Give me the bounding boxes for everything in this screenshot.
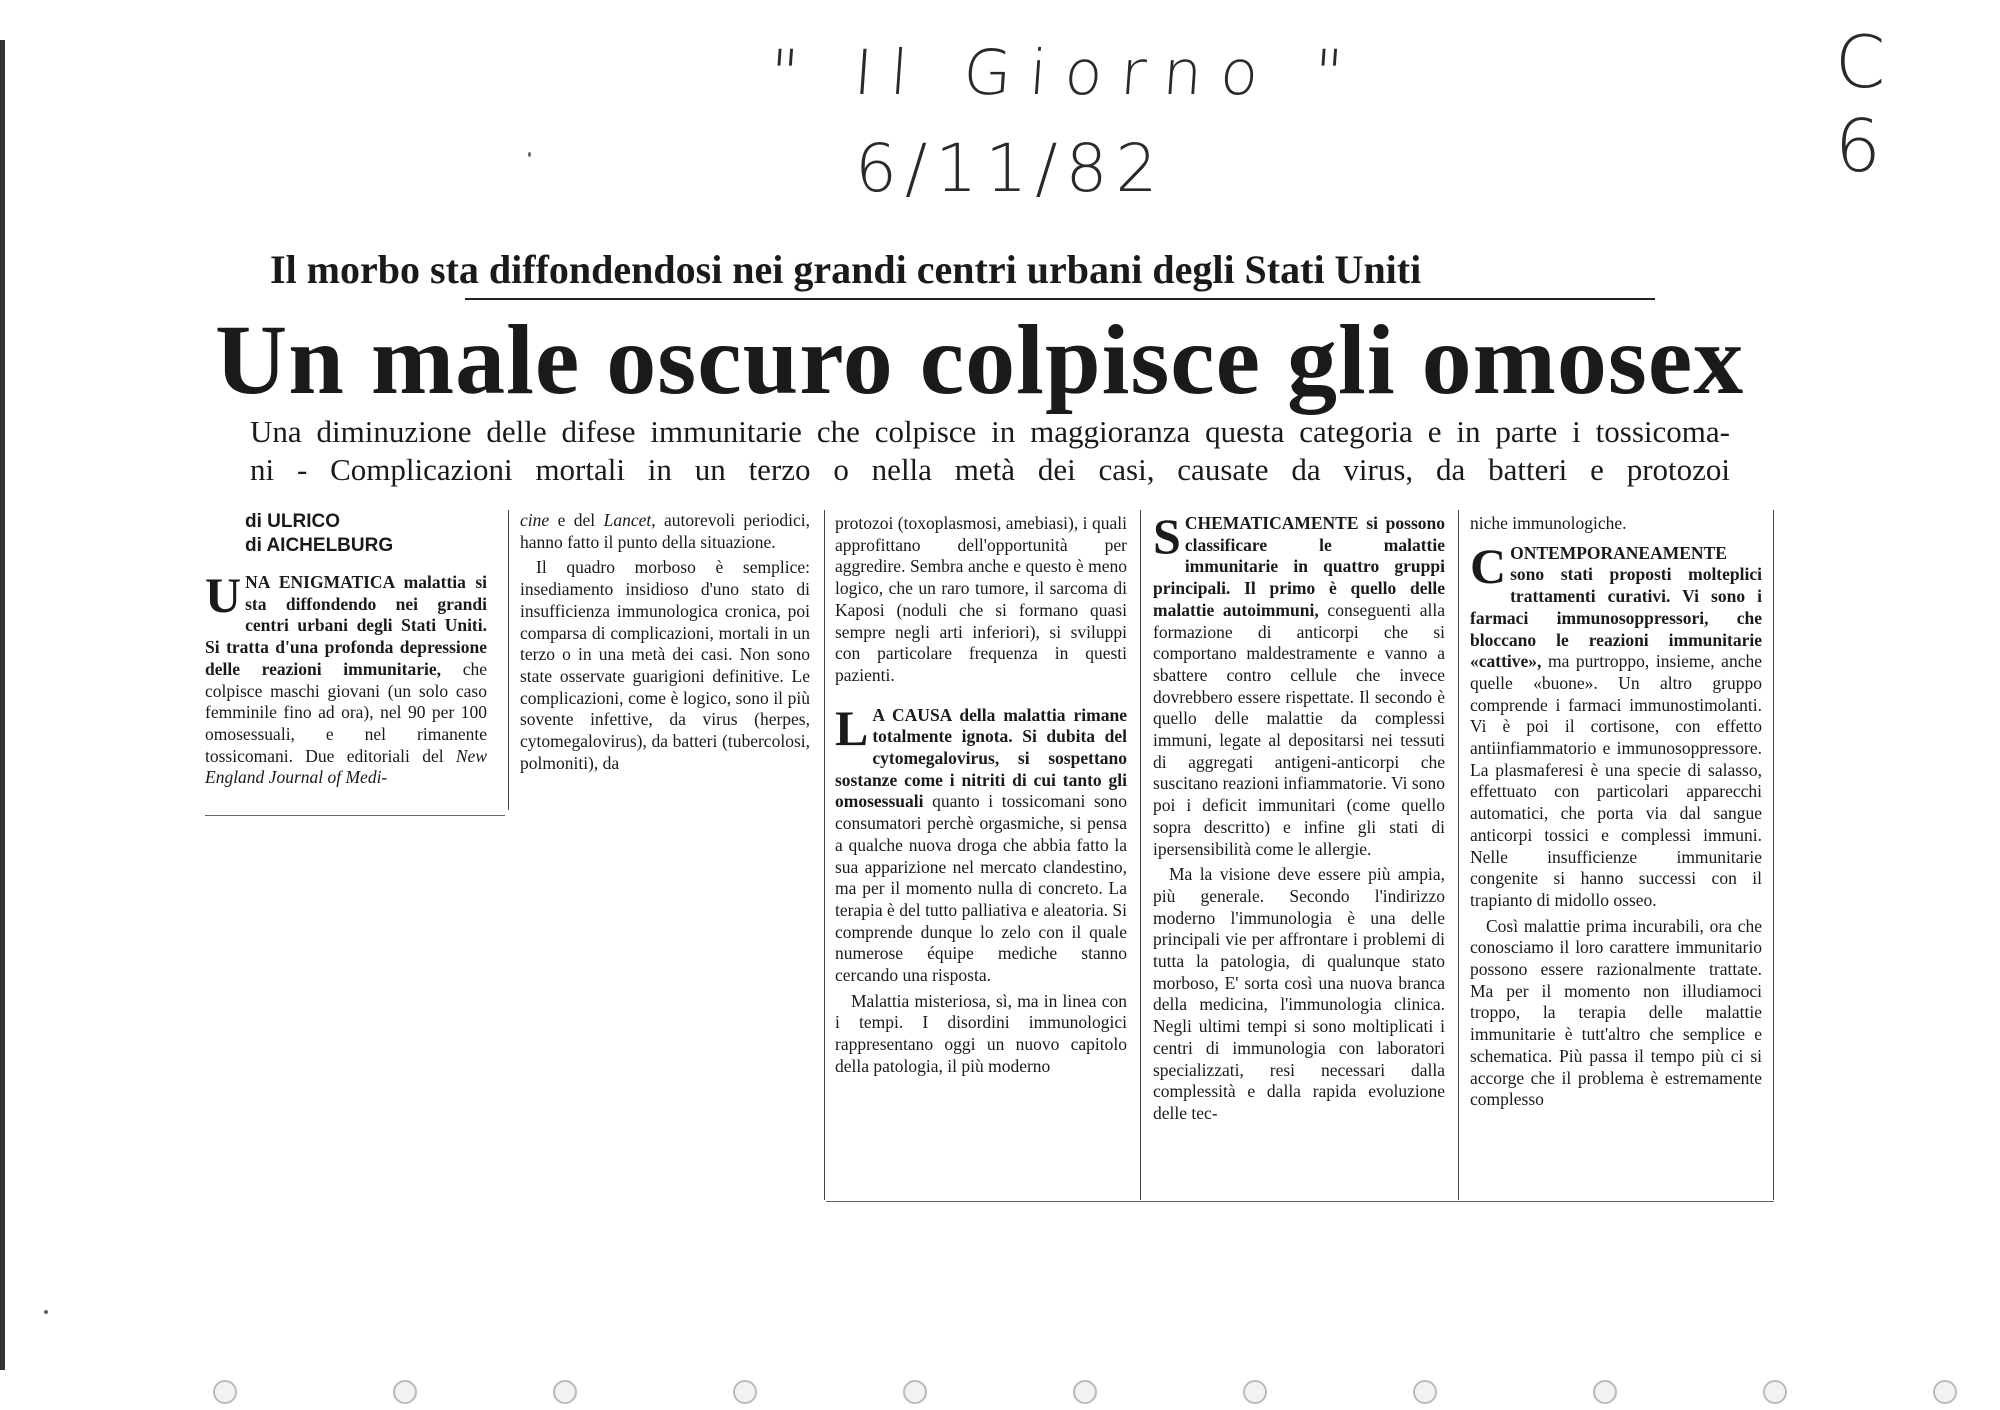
body-text: che colpisce maschi giovani (un solo caso femminile fino ad ora), nel 90 per 100 omosessuali, e nel rimanente tossicomani. Due editoriali del	[205, 658, 487, 766]
scan-edge-bar	[0, 40, 5, 1370]
lead-bold-text: CHEMATICAMENTE si possono classificare le malattie immunitarie in quattro gruppi principali. Il primo è quello delle malattie autoimmuni,	[1153, 513, 1445, 620]
lead-bold-text: A CAUSA della malattia rimane totalmente ignota. Si dubita del cytomegalovirus, si sospettano sostanze come i nitriti di cui tanto gli omosessuali	[835, 704, 1127, 812]
binder-hole	[1073, 1380, 1097, 1404]
column-1-paragraph	[205, 567, 487, 789]
column-3-paragraph-2	[835, 699, 1127, 987]
binder-hole	[1593, 1380, 1617, 1404]
binder-hole	[213, 1380, 237, 1404]
summary-line-2: ni - Complicazioni mortali in un terzo o nella metà dei casi, causate da virus, da batteri e protozoi	[250, 452, 1730, 487]
binder-hole	[733, 1380, 757, 1404]
binder-hole	[1933, 1380, 1957, 1404]
column-4-paragraph-1	[1153, 508, 1445, 860]
binder-hole	[1243, 1380, 1267, 1404]
binder-hole	[553, 1380, 577, 1404]
binder-hole	[1763, 1380, 1787, 1404]
column-5-paragraph-2: Così malattie prima incurabili, ora che conosciamo il loro carattere immunitario possono essere razionalmente trattate. Ma per il momento non illudiamoci troppo, la terapia delle malattie immunitarie è tutt'altro che semplice e schematica. Più passa il tempo più ci si accorge che il problema è estremamente complesso	[1470, 915, 1762, 1110]
kicker-underline	[465, 298, 1655, 300]
column-2-paragraph-1	[520, 510, 810, 553]
column-5-paragraph-1	[1470, 537, 1762, 912]
column-rule-3	[1140, 510, 1141, 1200]
body-text: , autorevoli periodici, hanno fatto il punto della situazione.	[520, 510, 810, 552]
byline	[205, 510, 487, 558]
column-rule-1	[508, 510, 509, 810]
journal-name-end: cine	[520, 510, 550, 530]
handwritten-source: " Il Giorno "	[767, 36, 1364, 109]
article-column-3	[835, 513, 1127, 1078]
drop-cap: S	[1153, 508, 1181, 564]
article-column-2	[520, 510, 810, 774]
column-end-rule	[205, 815, 505, 816]
byline-line-2: di AICHELBURG	[245, 535, 394, 556]
article-bottom-rule	[826, 1201, 1774, 1202]
column-rule-5	[1773, 510, 1774, 1200]
byline-line-1: di ULRICO	[245, 511, 340, 532]
column-3-paragraph-3: Malattia misteriosa, sì, ma in linea con i tempi. I disordini immunologici rappresentano oggi un nuovo capitolo della patologia, il più moderno	[835, 990, 1127, 1076]
body-text: conseguenti alla formazione di anticorpi che si comportano maldestramente e vanno a sbattere contro cellule che invece dovrebbero essere rispettate. Il secondo è quello delle malattie da complessi immuni, legate al depositarsi nei tessuti di aggregati antigeni-anticorpi che suscitano reazioni infiammatorie. Vi sono poi i deficit immunitari (come quello sopra descritto) e infine gli stati di ipersensibilità come le allergie.	[1153, 599, 1445, 859]
column-rule-2	[824, 510, 825, 1200]
drop-cap: C	[1470, 537, 1507, 594]
drop-cap: U	[205, 567, 242, 623]
body-text: ma purtroppo, insieme, anche quelle «buone». Un altro gruppo comprende i farmaci immunostimolanti. Vi è poi il cortisone, con effetto antiinfiammatorio e immunosoppressore. La plasmaferesi è una specie di salasso, effettuato con particolari apparecchi automatici, che porta via dal sangue anticorpi tossici e complessi immuni. Nelle insufficienze immunitarie congenite si hanno successi con il trapianto di midollo osseo.	[1470, 651, 1762, 910]
binder-holes	[0, 1380, 2000, 1410]
article-column-1	[205, 510, 487, 789]
article-kicker: Il morbo sta diffondendosi nei grandi centri urbani degli Stati Uniti	[270, 247, 1422, 292]
lead-bold-text: ONTEMPORANEAMENTE sono stati proposti molteplici trattamenti curativi. Vi sono i farmaci immunosoppressori, che bloccano le reazioni immunitarie «cattive»,	[1470, 542, 1762, 672]
body-text: quanto i tossicomani sono consumatori perchè orgasmiche, si pensa a qualche nuova droga che abbia fatto la sua apparizione nel mercato clandestino, ma per il momento nulla di concreto. La terapia è del tutto palliativa e aleatoria. Si comprende dunque lo zelo con il quale numerose équipe mediche stanno cercando una risposta.	[835, 791, 1127, 986]
article-summary	[250, 413, 1730, 489]
article-headline: Un male oscuro colpisce gli omosex	[215, 304, 1745, 415]
lancet-name: Lancet	[603, 510, 652, 530]
column-2-paragraph-2: Il quadro morboso è semplice: insediamento insidioso d'uno stato di insufficienza immunologica cronica, poi comparsa di complicazioni, mortali in un terzo o in una metà dei casi. Non sono state osservate guarigioni definitive. Le complicazioni, come è logico, sono il più sovente infettive, da virus (herpes, cytomegalovirus), da batteri (tubercolosi, polmoniti), da	[520, 557, 810, 773]
drop-cap: L	[835, 699, 869, 756]
scan-speck	[528, 152, 531, 157]
binder-hole	[393, 1380, 417, 1404]
binder-hole	[1413, 1380, 1437, 1404]
binder-hole	[903, 1380, 927, 1404]
handwritten-date: 6/11/82	[855, 130, 1166, 207]
scan-speck	[44, 1310, 48, 1314]
column-rule-4	[1458, 510, 1459, 1200]
column-5-paragraph-0: niche immunologiche.	[1470, 513, 1627, 533]
column-3-paragraph-1: protozoi (toxoplasmosi, amebiasi), i quali approfittano dell'opportunità per aggredire. Sembra anche e questo è meno logico, che un raro tumore, il sarcoma di Kaposi (noduli che si formano quasi sempre negli arti inferiori), si sviluppi con particolare frequenza in questi pazienti.	[835, 513, 1127, 685]
body-text: e del	[549, 510, 604, 530]
article-column-5	[1470, 513, 1762, 1111]
summary-line-1: Una diminuzione delle difese immunitarie che colpisce in maggioranza questa categoria e in parte i tossicoma-	[250, 414, 1730, 449]
handwritten-code: C 6	[1835, 20, 1926, 188]
column-4-paragraph-2: Ma la visione deve essere più ampia, più generale. Secondo l'indirizzo moderno l'immunologia è una delle principali vie per affrontare i problemi di tutta la patologia, di qualunque stato morboso, E' sorta così una nuova branca della medicina, l'immunologia clinica. Negli ultimi tempi si sono moltiplicati i centri di immunologia con laboratori specializzati, resi necessari dalla complessità e dalla rapida evoluzione delle tec-	[1153, 864, 1445, 1123]
lead-bold-text: NA ENIGMATICA malattia si sta diffondendo nei grandi centri urbani degli Stati Uniti. Si tratta d'una profonda depressione delle reazioni immunitarie,	[205, 572, 487, 679]
article-column-4	[1153, 508, 1445, 1125]
journal-name: New England Journal of Medi-	[205, 745, 487, 788]
